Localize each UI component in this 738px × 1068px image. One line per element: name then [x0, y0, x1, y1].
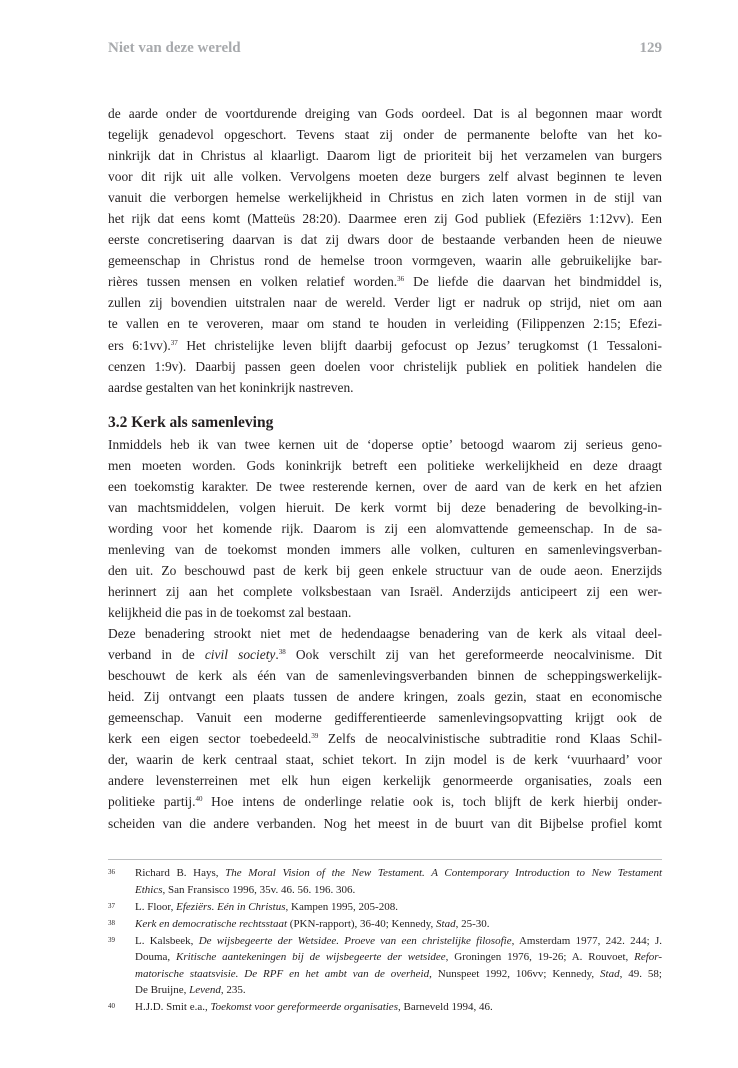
footnote-number: 40 — [108, 1002, 115, 1010]
footnote-ref-40[interactable]: 40 — [195, 795, 203, 804]
text-line: menleving van de toekomst monden immers alle volken, culturen en samenlevingsverban- — [108, 541, 662, 557]
text-line — [108, 728, 662, 749]
text-line: Inmiddels heb ik van twee kernen uit de ‘doperse optie’ betoogd waarom zij serieus geno- — [108, 436, 662, 452]
footnote-line: De Bruijne, Levend, 235. — [135, 984, 246, 996]
text-line: der, waarin de kerk centraal staat, schiet tekort. In zijn model is de kerk ‘vuurhaard’ voor — [108, 752, 662, 768]
footnote-38 — [108, 916, 662, 933]
footnote-divider — [108, 859, 662, 860]
paragraph — [108, 103, 662, 398]
text-line: Deze benadering strookt niet met de hedendaagse benadering van de kerk als vitaal deel- — [108, 626, 662, 642]
text-segment: verband in de — [108, 647, 195, 663]
page-number: 129 — [639, 40, 662, 56]
footnote-line: L. Kalsbeek, De wijsbegeerte der Wetsidee. Proeve van een christelijke filosofie, Amsterdam 1977, 242. 244; J. — [135, 934, 662, 947]
text-line: wording voor het komende rijk. Daarom is zij een alomvattende gemeenschap. In de sa- — [108, 520, 662, 536]
text-line — [108, 271, 662, 292]
text-line — [108, 335, 662, 356]
text-segment: kerk een eigen sector toebedeeld. — [108, 731, 312, 747]
footnote-37 — [108, 899, 662, 916]
text-line: eerste concretisering daarvan is dat zij dwars door de bestaande verbanden heen de nieuwe — [108, 232, 662, 248]
text-line: vanuit die verborgen hemelse werkelijkheid in Christus en zich laten vormen in de stijl van — [108, 190, 662, 206]
footnote-line: H.J.D. Smit e.a., Toekomst voor gereformeerde organisaties, Barneveld 1994, 46. — [135, 1001, 493, 1013]
footnote-number: 36 — [108, 868, 115, 876]
footnote-line: Kerk en democratische rechtsstaat (PKN-rapport), 36-40; Kennedy, Stad, 25-30. — [135, 917, 490, 930]
text-line: aardse gestalten van het koninkrijk nastreven. — [108, 379, 354, 395]
text-segment: ers 6:1vv). — [108, 337, 171, 353]
text-line: ninkrijk dat in Christus al klaarligt. Daarom ligt de prioriteit bij het verzamelen van burgers — [108, 148, 662, 164]
text-line: men moeten worden. Gods koninkrijk betreft een politieke werkelijkheid en deze draagt — [108, 457, 662, 473]
text-segment: Hoe intens de onderlinge relatie ook is, toch blijft de kerk hierbij onder- — [202, 794, 662, 810]
footnote-ref-36[interactable]: 36 — [397, 275, 405, 284]
text-segment: rières tussen mensen en volken relatief worden. — [108, 274, 398, 290]
text-segment: Zelfs de neocalvinistische subtraditie rond Klaas Schil- — [318, 731, 662, 747]
running-title: Niet van deze wereld — [108, 40, 241, 56]
text-line: heid. Zij ontvangt een plaats tussen de andere kringen, zoals gezin, staat en economische — [108, 689, 662, 705]
text-segment: Ook verschilt zij van het gereformeerde neocalvinisme. Dit — [285, 647, 662, 663]
text-line: voor dit rijk uit alle volken. Vervolgens moeten deze burgers zelf alvast beginnen te leven — [108, 169, 662, 185]
text-line: zullen zij bovendien uitstralen naar de wereld. Verder ligt er nadruk op strijd, niet om aan — [108, 295, 662, 311]
text-line: herinnert zij aan het complete volksbestaan van Israël. Anderzijds anticipeert zij een wer- — [108, 583, 662, 599]
footnote-39 — [108, 933, 662, 999]
footnote-ref-38[interactable]: 38 — [278, 648, 286, 657]
footnote-number: 38 — [108, 918, 115, 927]
text-line: gemeenschap. Vanuit een moderne gedifferentieerde samenlevingsopvatting krijgt ook de — [108, 710, 662, 726]
italic-term: civil society — [204, 647, 276, 663]
text-line: gemeenschap in Christus rond de hemelse troon vormgeven, waarin alle gebruikelijke bar- — [108, 253, 662, 269]
text-line: de aarde onder de voortdurende dreiging van Gods oordeel. Dat is al begonnen maar wordt — [108, 106, 662, 121]
text-line: het rijk dat eens komt (Matteüs 28:20). Daarmee eren zij God publiek (Efeziërs 1:12vv). Een — [108, 211, 662, 227]
text-line: een toekomstig karakter. De twee resterende kernen, over de aard van de kerk en het afzien — [108, 478, 662, 494]
paragraph — [108, 623, 662, 833]
text-segment: politieke partij. — [108, 794, 196, 810]
text-line: beschouwt de kerk als één van de samenlevingsverbanden binnen de scheppingswerkelijk- — [108, 668, 662, 684]
paragraph — [108, 434, 662, 623]
text-segment: . — [275, 647, 279, 663]
text-line — [108, 791, 662, 812]
footnote-line: matorische staatsvisie. De RPF en het ambt van de overheid, Nunspeet 1992, 106vv; Kennedy, Stad, 49. 58; — [135, 967, 662, 980]
main-text — [108, 103, 662, 834]
text-line: andere levensterreinen met elk hun eigen kerkelijk genormeerde organisaties, zoals een — [108, 773, 662, 789]
footnote-ref-39[interactable]: 39 — [311, 732, 319, 741]
footnote-line: Richard B. Hays, The Moral Vision of the New Testament. A Contemporary Introduction to New Testament — [135, 867, 662, 879]
footnote-number: 39 — [108, 935, 115, 944]
footnote-line: Douma, Kritische aantekeningen bij de wijsbegeerte der wetsidee, Groningen 1976, 19-26; A. Rouvoet, Refor- — [135, 951, 662, 963]
text-line: van machtsmiddelen, volgen hieruit. De kerk vormt bij deze benadering de bevolking-in- — [108, 499, 662, 515]
text-line — [108, 644, 662, 665]
text-line: tegelijk genadevol opgeschort. Tevens staat zij onder de permanente belofte van het ko- — [108, 127, 662, 143]
footnote-40 — [108, 999, 662, 1016]
running-header — [108, 40, 662, 60]
footnote-number: 37 — [108, 901, 115, 910]
text-segment: De liefde die daarvan het bindmiddel is, — [404, 274, 662, 290]
footnote-ref-37[interactable]: 37 — [170, 338, 178, 347]
section-heading: 3.2 Kerk als samenleving — [108, 413, 274, 431]
text-line: scheiden van die andere verbanden. Nog het meest in de buurt van dit Bijbelse profiel komt — [108, 815, 662, 831]
text-line: kelijkheid die pas in de toekomst zal bestaan. — [108, 605, 352, 621]
footnote-line: Ethics, San Fransisco 1996, 35v. 46. 56. 196. 306. — [135, 883, 356, 896]
text-line: den uit. Zo beschouwd past de kerk bij geen enkele structuur van de oude aeon. Enerzijds — [108, 562, 662, 578]
footnote-line: L. Floor, Efeziërs. Eén in Christus, Kampen 1995, 205-208. — [135, 900, 398, 913]
footnote-36 — [108, 865, 662, 898]
text-line: te vallen en te veroveren, maar om stand te houden in verleiding (Filippenzen 2:15; Efezi- — [108, 316, 662, 332]
text-segment: Het christelijke leven blijft daarbij gefocust op Jezus’ terugkomst (1 Tessaloni- — [177, 337, 662, 353]
footnotes — [108, 865, 662, 1016]
text-line: cenzen 1:9v). Daarbij passen geen doelen voor christelijk publiek en politiek handelen die — [108, 358, 662, 374]
